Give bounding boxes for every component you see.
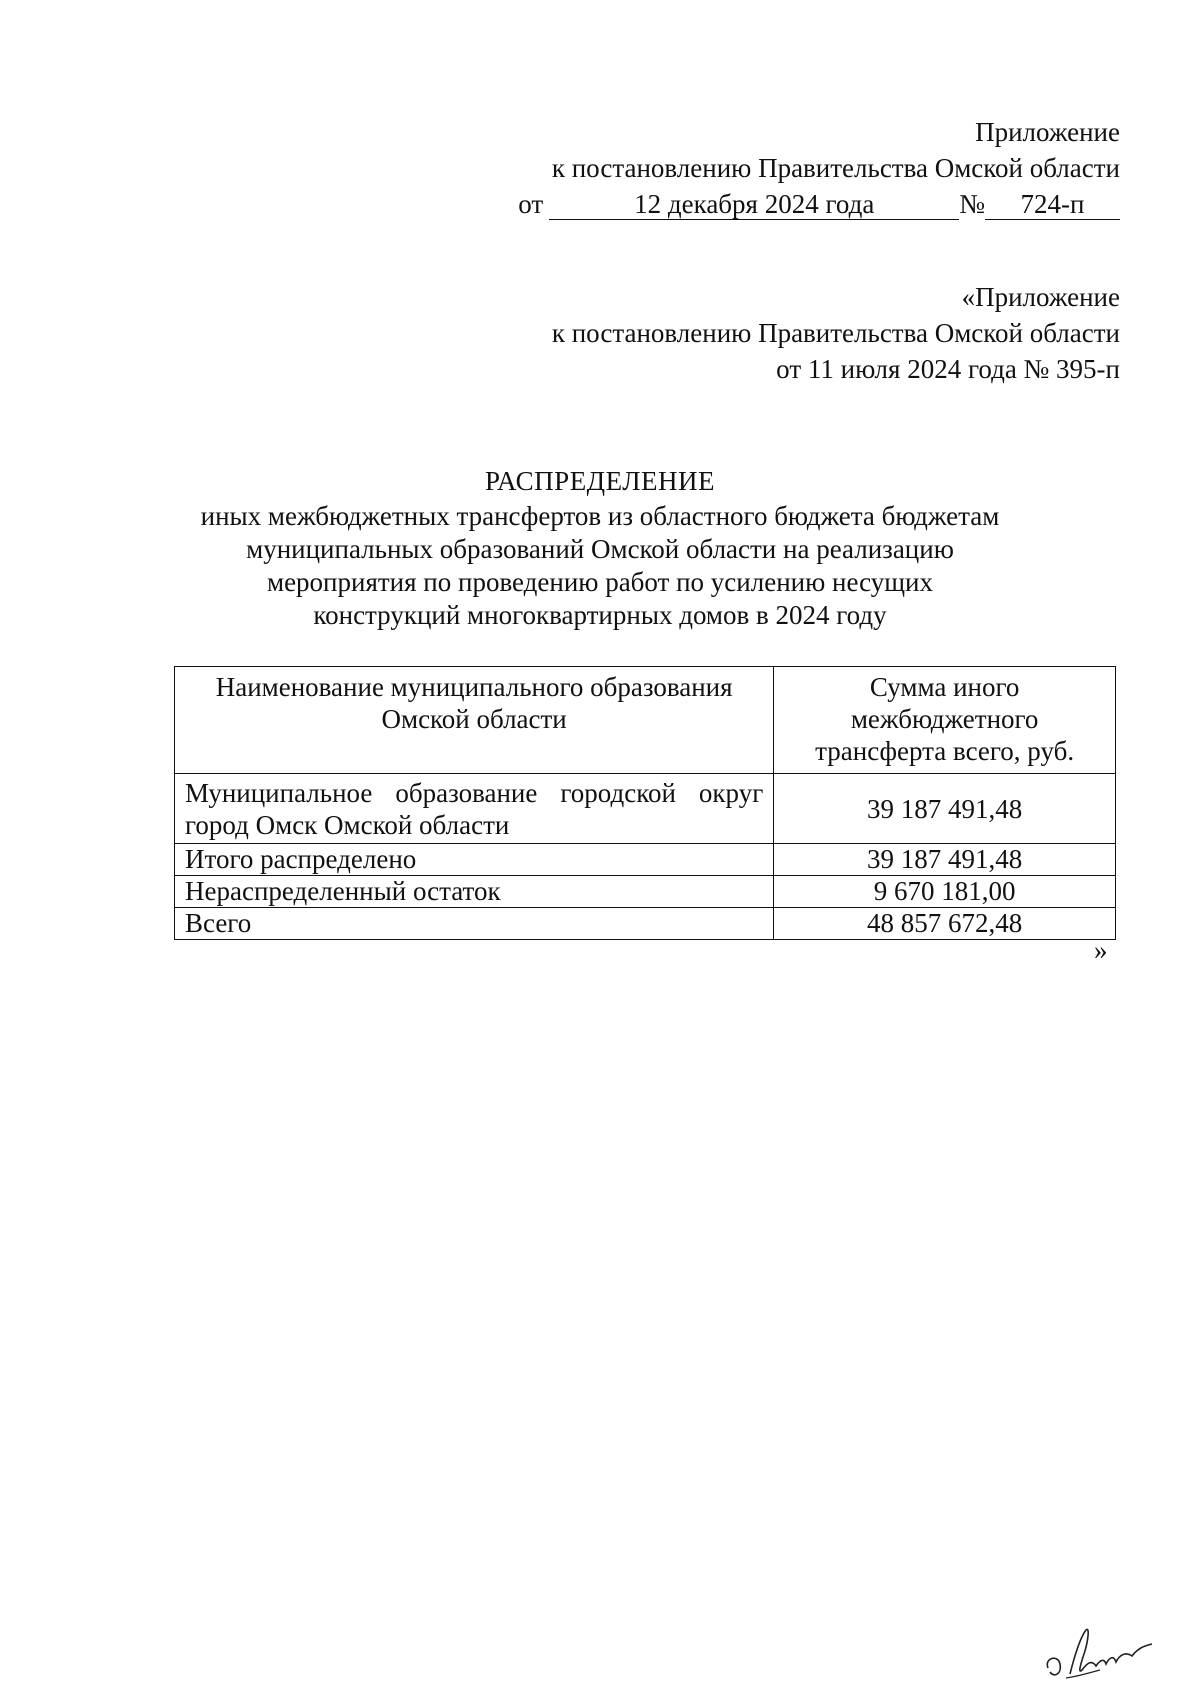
appendix-from-prefix: от [518,189,544,219]
appendix-title: Приложение [975,117,1120,147]
row-name: Муниципальное образование городской округ город Омск Омской области [175,774,774,844]
row-name: Нераспределенный остаток [175,876,774,908]
document-subtitle-line: иных межбюджетных трансфертов из областного бюджета бюджетам [200,501,1000,531]
distribution-table [174,666,1116,940]
appendix-date: 12 декабря 2024 года [549,189,959,220]
row-amount: 39 187 491,48 [774,774,1116,844]
column-header-name: Наименование муниципального образования Омской области [175,667,774,774]
handwritten-signature [1040,1608,1170,1688]
table-header-row [175,667,1116,774]
table-row [175,844,1116,876]
row-name: Всего [175,908,774,940]
column-header-amount: Сумма иного межбюджетного трансферта всего, руб. [774,667,1116,774]
row-name: Итого распределено [175,844,774,876]
table-row [175,876,1116,908]
table-row [175,908,1116,940]
previous-appendix-title: «Приложение [961,282,1120,312]
previous-appendix-resolution: к постановлению Правительства Омской области [551,318,1120,348]
document-subtitle-line: муниципальных образований Омской области на реализацию [246,534,954,564]
row-amount: 39 187 491,48 [774,844,1116,876]
closing-quote-mark: » [1094,935,1108,965]
previous-appendix-reference: от 11 июля 2024 года № 395-п [776,354,1120,384]
document-subtitle-line: мероприятия по проведению работ по усилению несущих [266,567,933,597]
table-row [175,774,1116,844]
row-amount: 9 670 181,00 [774,876,1116,908]
appendix-number-sign: № [959,189,985,219]
row-amount: 48 857 672,48 [774,908,1116,940]
document-heading: РАСПРЕДЕЛЕНИЕ [484,466,716,496]
document-subtitle-line: конструкций многоквартирных домов в 2024 году [313,600,887,630]
appendix-resolution: к постановлению Правительства Омской области [551,153,1120,183]
appendix-header [518,114,1120,222]
appendix-date-line [518,186,1120,222]
document-title [150,465,1050,632]
previous-appendix-header [552,279,1120,387]
appendix-number: 724-п [985,189,1120,220]
